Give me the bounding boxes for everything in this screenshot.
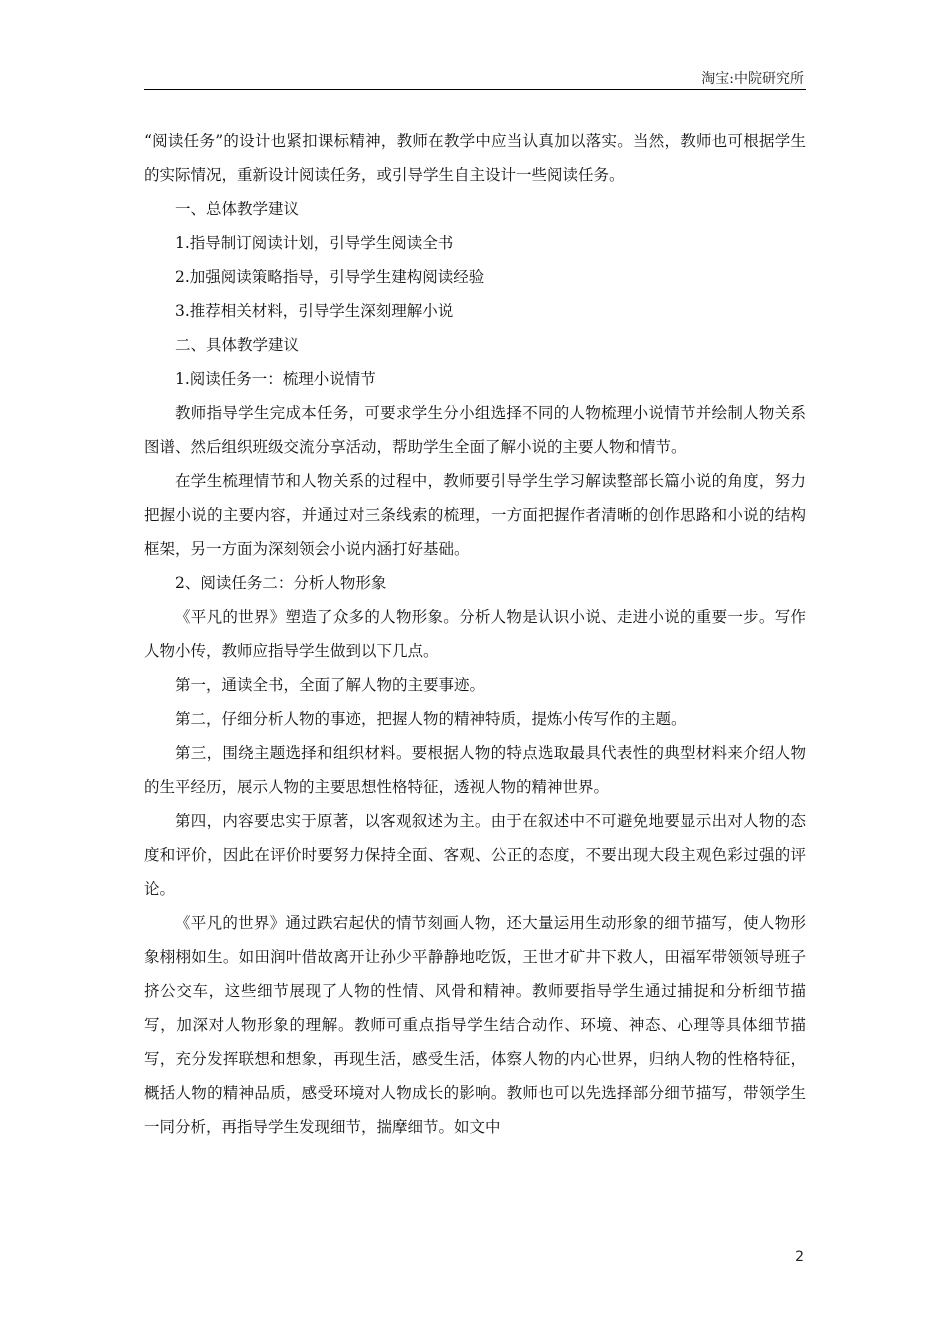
page-header-text: 淘宝:中院研究所 bbox=[701, 71, 804, 87]
list-item-3: 3.推荐相关材料，引导学生深刻理解小说 bbox=[175, 302, 454, 320]
paragraph-detail-description: 《平凡的世界》通过跌宕起伏的情节刻画人物，还大量运用生动形象的细节描写，使人物形象栩栩如生。如田润叶借故离开让孙少平静静地吃饭，王世才矿井下救人，田福军带领领导班子挤公交车，这些细节展现了人物的性情、风骨和精神。教师要指导学生通过捕捉和分析细节描写，加深对人物形象的理解。教师可重点指导学生结合动作、环境、神态、心理等具体细节描写，充分发挥联想和想象，再现生活，感受生活，体察人物的内心世界，归纳人物的性格特征，概括人物的精神品质，感受环境对人物成长的影响。教师也可以先选择部分细节描写，带领学生一同分析，再指导学生发现细节，揣摩细节。如文中 bbox=[144, 914, 806, 1136]
list-item-2: 2.加强阅读策略指导，引导学生建构阅读经验 bbox=[175, 268, 485, 286]
point-first: 第一，通读全书，全面了解人物的主要事迹。 bbox=[175, 676, 486, 694]
paragraph-intro: “阅读任务”的设计也紧扣课标精神，教师在教学中应当认真加以落实。当然，教师也可根据学生的实际情况，重新设计阅读任务，或引导学生自主设计一些阅读任务。 bbox=[144, 132, 806, 184]
paragraph-task-two-intro: 《平凡的世界》塑造了众多的人物形象。分析人物是认识小说、走进小说的重要一步。写作人物小传，教师应指导学生做到以下几点。 bbox=[144, 608, 806, 660]
page-number: 2 bbox=[795, 1249, 804, 1265]
heading-overall-suggestions: 一、总体教学建议 bbox=[175, 200, 300, 218]
paragraph-task-one-guidance: 教师指导学生完成本任务，可要求学生分小组选择不同的人物梳理小说情节并绘制人物关系图谱、然后组织班级交流分享活动，帮助学生全面了解小说的主要人物和情节。 bbox=[144, 404, 806, 456]
point-fourth: 第四，内容要忠实于原著，以客观叙述为主。由于在叙述中不可避免地要显示出对人物的态度和评价，因此在评价时要努力保持全面、客观、公正的态度，不要出现大段主观色彩过强的评论。 bbox=[144, 812, 806, 898]
heading-specific-suggestions: 二、具体教学建议 bbox=[175, 336, 300, 354]
subheading-task-one: 1.阅读任务一：梳理小说情节 bbox=[175, 370, 376, 388]
point-second: 第二，仔细分析人物的事迹，把握人物的精神特质，提炼小传写作的主题。 bbox=[175, 710, 687, 728]
subheading-task-two: 2、阅读任务二：分析人物形象 bbox=[175, 574, 387, 592]
document-body bbox=[144, 124, 806, 1144]
paragraph-task-one-process: 在学生梳理情节和人物关系的过程中，教师要引导学生学习解读整部长篇小说的角度，努力把握小说的主要内容，并通过对三条线索的梳理，一方面把握作者清晰的创作思路和小说的结构框架，另一方面为深刻领会小说内涵打好基础。 bbox=[144, 472, 806, 558]
header-divider bbox=[144, 89, 806, 90]
list-item-1: 1.指导制订阅读计划，引导学生阅读全书 bbox=[175, 234, 454, 252]
point-third: 第三，围绕主题选择和组织材料。要根据人物的特点选取最具代表性的典型材料来介绍人物的生平经历，展示人物的主要思想性格特征，透视人物的精神世界。 bbox=[144, 744, 806, 796]
